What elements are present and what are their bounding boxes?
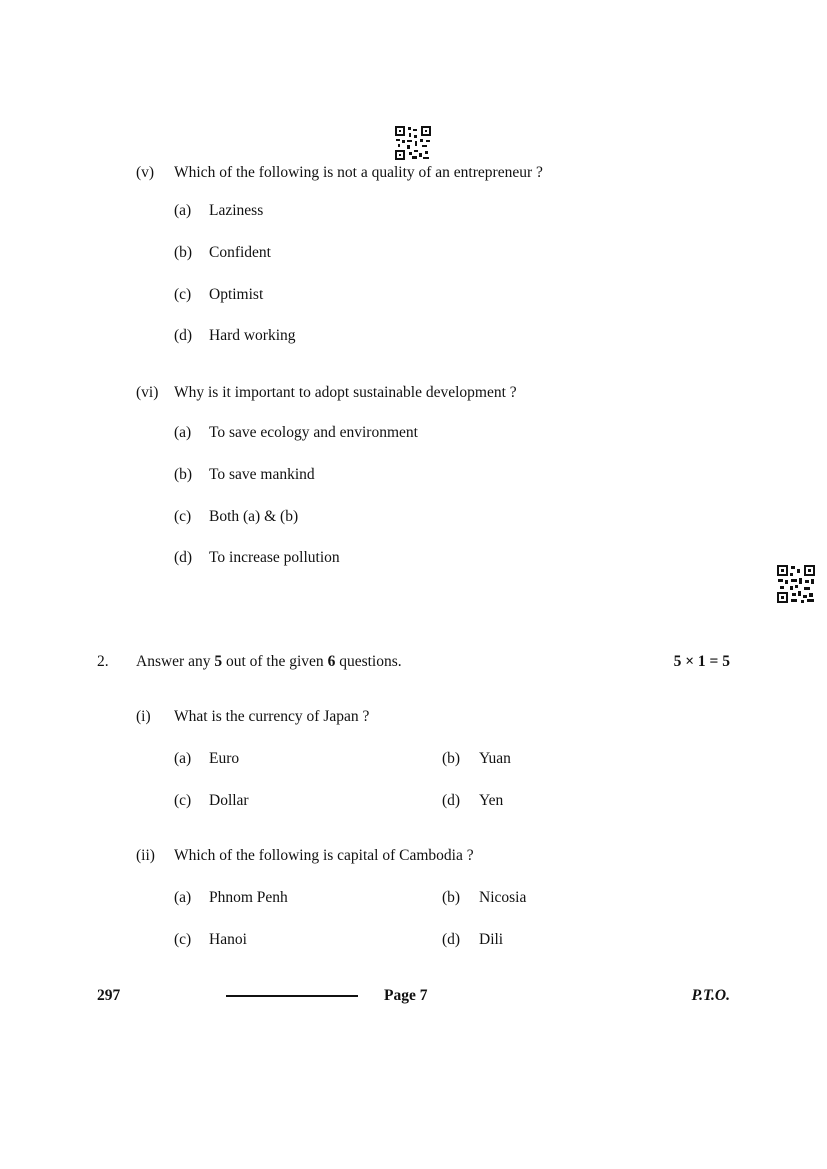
question-number: (i)	[136, 708, 151, 725]
instruction-count: 5	[214, 653, 223, 670]
option-text: To save ecology and environment	[209, 424, 418, 441]
question-number: (vi)	[136, 384, 159, 401]
question-text: Which of the following is capital of Cambodia ?	[174, 847, 474, 864]
option-letter: (c)	[174, 286, 192, 303]
question-text: Why is it important to adopt sustainable development ?	[174, 384, 517, 401]
option-letter: (b)	[442, 889, 461, 906]
option-letter: (c)	[174, 931, 192, 948]
option-text: Both (a) & (b)	[209, 508, 299, 525]
option-letter: (d)	[174, 549, 193, 566]
option-letter: (c)	[174, 508, 192, 525]
qr-code-side	[777, 565, 815, 603]
footer-rule	[226, 995, 358, 997]
option-text: To increase pollution	[209, 549, 340, 566]
option-letter: (a)	[174, 424, 192, 441]
option-text: Yuan	[479, 750, 511, 767]
option-text: Dili	[479, 931, 504, 948]
question-text: What is the currency of Japan ?	[174, 708, 370, 725]
option-letter: (a)	[174, 889, 192, 906]
option-text: To save mankind	[209, 466, 315, 483]
option-letter: (b)	[442, 750, 461, 767]
option-text: Hanoi	[209, 931, 247, 948]
option-letter: (a)	[174, 750, 192, 767]
instruction-total: 6	[327, 653, 336, 670]
qr-code-top	[395, 126, 431, 160]
option-letter: (b)	[174, 466, 193, 483]
option-text: Hard working	[209, 327, 296, 344]
option-text: Euro	[209, 750, 240, 767]
option-letter: (a)	[174, 202, 192, 219]
section-marks: 5 × 1 = 5	[673, 653, 730, 670]
option-text: Phnom Penh	[209, 889, 288, 906]
question-text: Which of the following is not a quality of an entrepreneur ?	[174, 164, 543, 181]
option-text: Optimist	[209, 286, 264, 303]
instruction-text: questions.	[335, 653, 402, 670]
page-number: Page 7	[384, 987, 428, 1004]
option-text: Nicosia	[479, 889, 527, 906]
option-text: Yen	[479, 792, 504, 809]
paper-code: 297	[97, 987, 121, 1004]
option-text: Laziness	[209, 202, 264, 219]
section-number: 2.	[97, 653, 109, 670]
option-letter: (d)	[174, 327, 193, 344]
option-letter: (c)	[174, 792, 192, 809]
option-text: Dollar	[209, 792, 249, 809]
question-number: (v)	[136, 164, 155, 181]
option-letter: (b)	[174, 244, 193, 261]
instruction-text: Answer any	[136, 653, 215, 670]
pto-label: P.T.O.	[691, 987, 730, 1004]
option-letter: (d)	[442, 931, 461, 948]
section-instruction	[136, 653, 402, 671]
option-letter: (d)	[442, 792, 461, 809]
instruction-text: out of the given	[222, 653, 328, 670]
option-text: Confident	[209, 244, 271, 261]
question-number: (ii)	[136, 847, 155, 864]
